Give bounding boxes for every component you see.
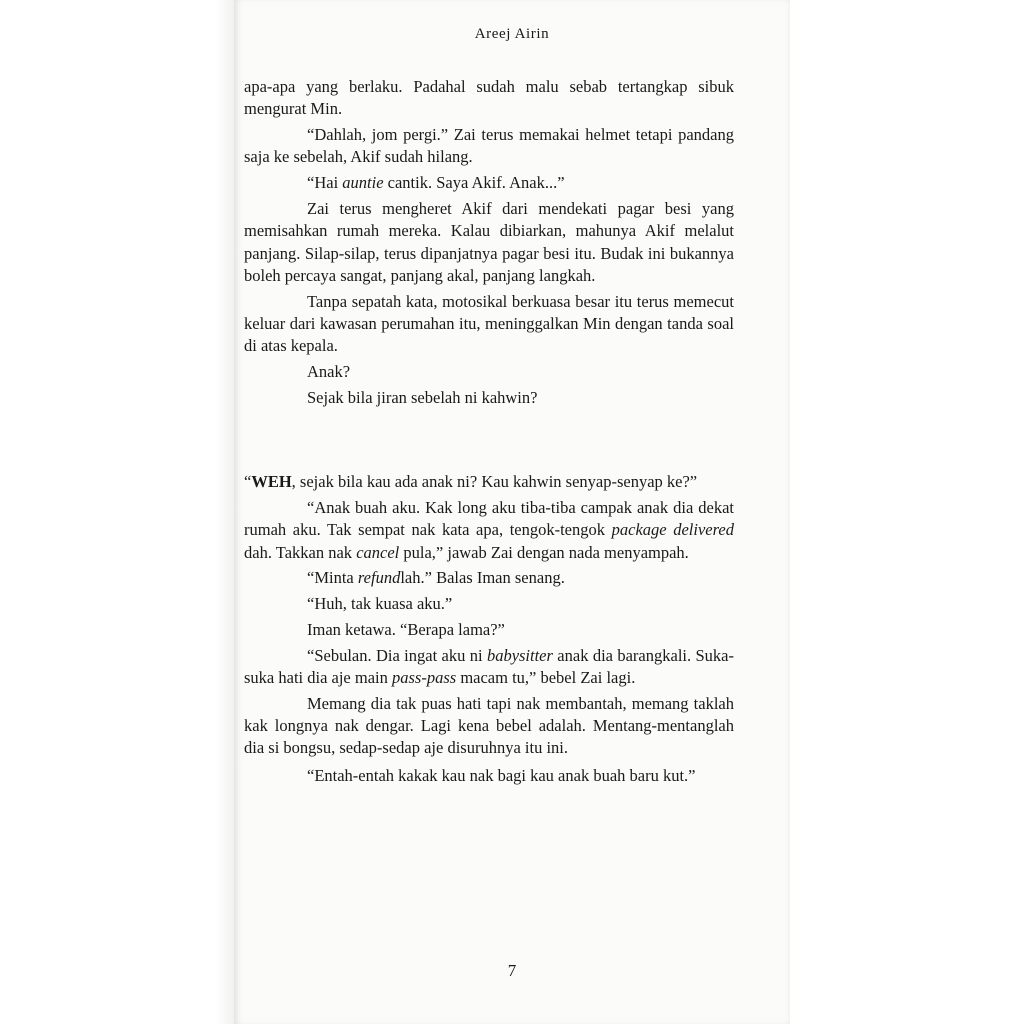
left-margin	[0, 0, 234, 1024]
section-start-paragraph: “WEH, sejak bila kau ada anak ni? Kau kahwin senyap-senyap ke?”	[244, 472, 698, 492]
paragraph: “Sebulan. Dia ingat aku ni babysitter anak dia barangkali. Suka-suka hati dia aje main pass-pass macam tu,” bebel Zai lagi.	[244, 645, 734, 688]
book-page	[234, 0, 790, 1024]
paragraph: “Anak buah aku. Kak long aku tiba-tiba campak anak dia dekat rumah aku. Tak sempat nak kata apa, tengok-tengok package delivered dah. Takkan nak cancel pula,” jawab Zai dengan nada menyampah.	[244, 497, 734, 562]
paragraph: “Hai auntie cantik. Saya Akif. Anak...”	[307, 173, 565, 193]
paragraph: Sejak bila jiran sebelah ni kahwin?	[307, 387, 538, 407]
paragraph: Anak?	[307, 362, 351, 382]
paragraph: Tanpa sepatah kata, motosikal berkuasa besar itu terus memecut keluar dari kawasan perumahan itu, meninggalkan Min dengan tanda soal di atas kepala.	[244, 291, 734, 356]
paragraph: Zai terus mengheret Akif dari mendekati pagar besi yang memisahkan rumah mereka. Kalau dibiarkan, mahunya Akif melalut panjang. Silap-silap, terus dipanjatnya pagar besi itu. Budak ini bukannya boleh percaya sangat, panjang akal, panjang langkah.	[244, 198, 734, 285]
paragraph: apa-apa yang berlaku. Padahal sudah malu sebab tertangkap sibuk mengurat Min.	[244, 77, 734, 119]
paragraph: “Dahlah, jom pergi.” Zai terus memakai helmet tetapi pandang saja ke sebelah, Akif sudah hilang.	[244, 125, 734, 167]
paragraph: Iman ketawa. “Berapa lama?”	[307, 619, 505, 639]
body-text	[244, 76, 734, 791]
page-number: 7	[507, 961, 517, 980]
right-margin	[790, 0, 1024, 1024]
paragraph: Memang dia tak puas hati tapi nak membantah, memang taklah kak longnya nak dengar. Lagi kena bebel adalah. Mentang-mentanglah dia si bongsu, sedap-sedap aje disuruhnya itu ini.	[244, 693, 734, 758]
paragraph: “Entah-entah kakak kau nak bagi kau anak buah baru kut.”	[307, 765, 696, 785]
running-header: Areej Airin	[474, 26, 550, 42]
paragraph: “Huh, tak kuasa aku.”	[307, 594, 453, 614]
paragraph: “Minta refundlah.” Balas Iman senang.	[307, 568, 565, 588]
